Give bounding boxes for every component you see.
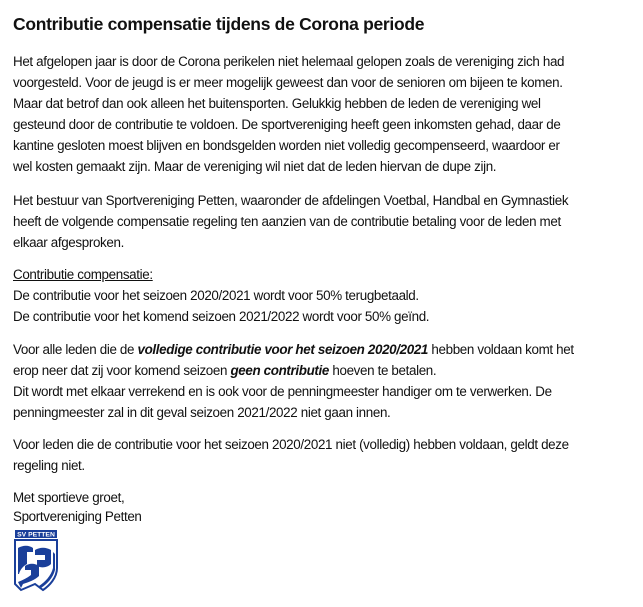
not-paid-line: Voor leden die de contributie voor het seizoen 2020/2021 niet (volledig) hebben voldaan, geldt deze: [13, 437, 569, 452]
not-paid-paragraph: [13, 434, 633, 476]
not-paid-line: regeling niet.: [13, 458, 85, 473]
full-payment-paragraph: [13, 339, 633, 423]
intro-paragraph: [13, 51, 633, 177]
text-fragment: hoeven te betalen.: [329, 363, 437, 378]
intro-line: wel kosten gemaakt zijn. Maar de vereniging wil niet dat de leden hiervan de dupe zijn.: [13, 159, 497, 174]
closing: [13, 488, 633, 526]
text-fragment: erop neer dat zij voor komend seizoen: [13, 363, 231, 378]
compensation-heading: Contributie compensatie:: [13, 267, 153, 282]
signature: Sportvereniging Petten: [13, 509, 142, 524]
club-crest-icon: [13, 528, 59, 592]
text-fragment: hebben voldaan komt het: [428, 342, 574, 357]
intro-line: gesteund door de contributie te voldoen. De sportvereniging heeft geen inkomsten gehad, daar de: [13, 117, 561, 132]
svg-text:SV PETTEN: SV PETTEN: [17, 531, 55, 539]
emphasis-full-contribution: volledige contributie voor het seizoen 2020/2021: [137, 342, 429, 357]
emphasis-no-contribution: geen contributie: [230, 363, 330, 378]
compensation-section: [13, 264, 633, 327]
board-line: heeft de volgende compensatie regeling ten aanzien van de contributie betaling voor de leden met: [13, 214, 561, 229]
greeting: Met sportieve groet,: [13, 490, 125, 505]
board-line: Het bestuur van Sportvereniging Petten, waaronder de afdelingen Voetbal, Handbal en Gymnastiek: [13, 193, 569, 208]
compensation-line: De contributie voor het seizoen 2020/2021 wordt voor 50% terugbetaald.: [13, 288, 419, 303]
intro-line: kantine gesloten moest blijven en bondsgelden worden niet volledig gecompenseerd, waardoor er: [13, 138, 560, 153]
intro-line: Maar dat betrof dan ook alleen het buitensporten. Gelukkig hebben de leden de vereniging wel: [13, 96, 541, 111]
compensation-line: De contributie voor het komend seizoen 2021/2022 wordt voor 50% geïnd.: [13, 309, 430, 324]
board-paragraph: [13, 190, 633, 253]
board-line: elkaar afgesproken.: [13, 235, 124, 250]
full-payment-line: penningmeester zal in dit geval seizoen 2021/2022 niet gaan innen.: [13, 405, 391, 420]
sv-petten-logo: [13, 528, 59, 592]
intro-line: Het afgelopen jaar is door de Corona perikelen niet helemaal gelopen zoals de vereniging zich had: [13, 54, 565, 69]
document-title: Contributie compensatie tijdens de Corona periode: [13, 14, 425, 34]
full-payment-line: Dit wordt met elkaar verrekend en is ook voor de penningmeester handiger om te verwerken. De: [13, 384, 552, 399]
intro-line: voorgesteld. Voor de jeugd is er meer mogelijk geweest dan voor de senioren om bijeen te komen.: [13, 75, 563, 90]
text-fragment: Voor alle leden die de: [13, 342, 138, 357]
